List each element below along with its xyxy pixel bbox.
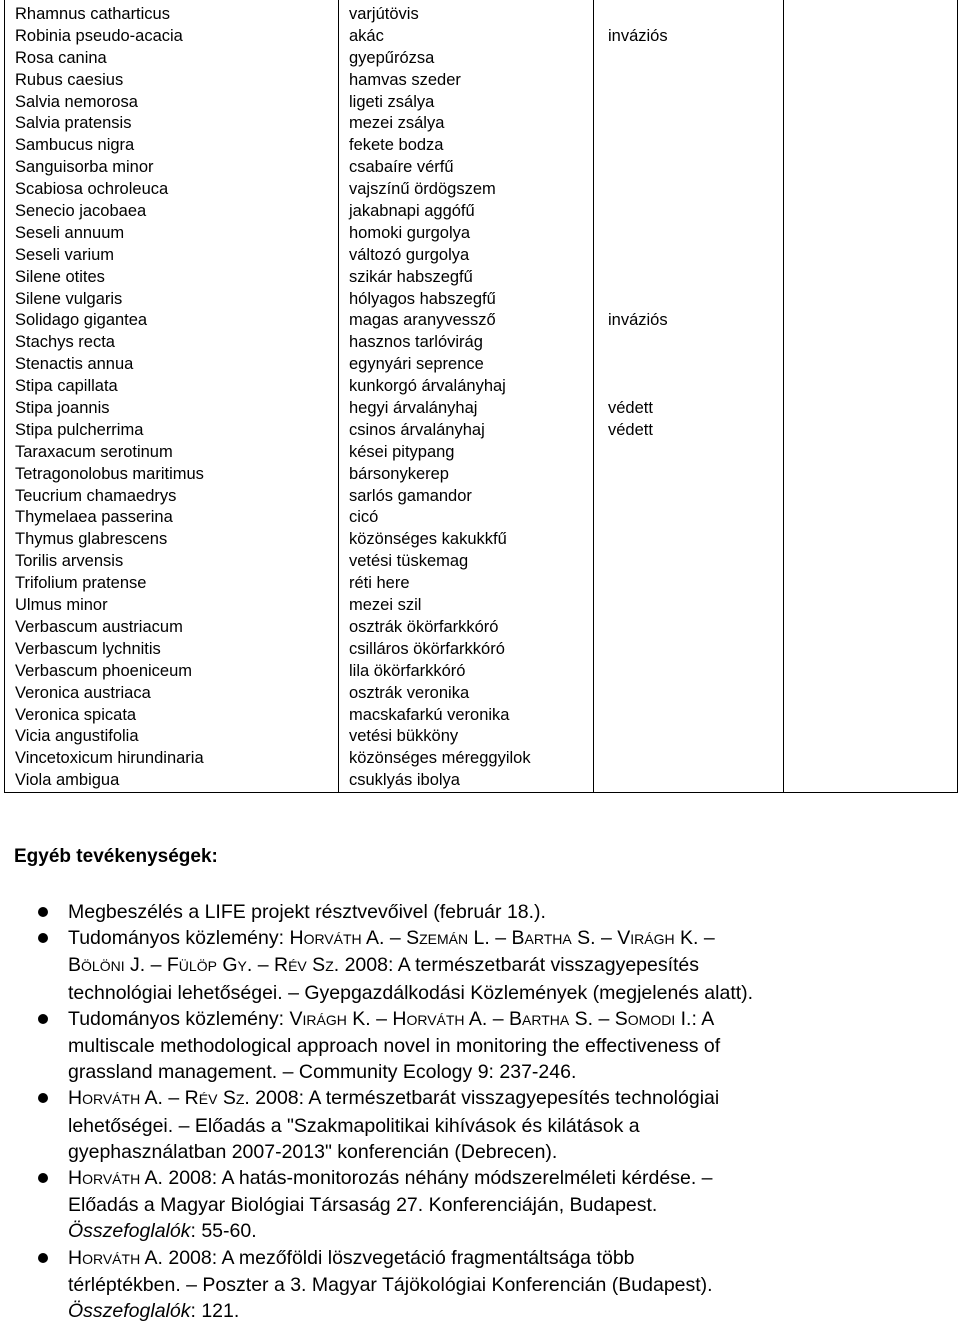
hungarian-name: vajszínű ördögszem	[349, 180, 496, 199]
hungarian-name: lila ökörfarkkóró	[349, 661, 466, 680]
latin-name: Senecio jacobaea	[15, 202, 147, 221]
bullet-icon	[38, 1093, 48, 1103]
latin-name: Scabiosa ochroleuca	[15, 180, 169, 199]
hungarian-name: hasznos tarlóvirág	[349, 333, 483, 352]
latin-name: Silene otites	[15, 267, 105, 286]
latin-name: Ulmus minor	[15, 596, 108, 615]
bullet-icon	[38, 1253, 48, 1263]
hungarian-name: csilláros ökörfarkkóró	[349, 639, 505, 658]
latin-name-list	[15, 4, 204, 792]
hungarian-name: csabaíre vérfű	[349, 158, 454, 177]
hungarian-name: jakabnapi aggófű	[349, 202, 475, 221]
activity-list	[30, 899, 930, 1324]
latin-name: Stachys recta	[15, 333, 115, 352]
hungarian-name: közönséges kakukkfű	[349, 530, 507, 549]
hungarian-name: macskafarkú veronika	[349, 705, 510, 724]
hungarian-name: csinos árvalányhaj	[349, 420, 485, 439]
latin-name: Stenactis annua	[15, 355, 134, 374]
species-table	[4, 0, 958, 793]
hungarian-name: közönséges méreggyilok	[349, 749, 531, 768]
bullet-icon	[38, 1173, 48, 1183]
bullet-icon	[38, 933, 48, 943]
section-heading: Egyéb tevékenységek:	[14, 846, 218, 867]
hungarian-name: mezei zsálya	[349, 114, 445, 133]
latin-name: Thymus glabrescens	[15, 530, 168, 549]
latin-name: Robinia pseudo-acacia	[15, 26, 183, 45]
hungarian-name: hamvas szeder	[349, 70, 461, 89]
status-stipa-joannis: védett	[608, 399, 653, 417]
hungarian-name: homoki gurgolya	[349, 223, 471, 242]
latin-name: Viola ambigua	[15, 771, 120, 790]
hungarian-name: akác	[349, 26, 384, 45]
latin-name: Solidago gigantea	[15, 311, 148, 330]
hungarian-name: változó gurgolya	[349, 245, 470, 264]
latin-name: Sambucus nigra	[15, 136, 135, 155]
latin-name: Sanguisorba minor	[15, 158, 154, 177]
latin-name: Torilis arvensis	[15, 552, 124, 571]
hungarian-name-list	[349, 4, 531, 792]
empty-column	[784, 0, 959, 792]
activity-item	[30, 1165, 930, 1245]
latin-name: Salvia pratensis	[15, 114, 132, 133]
bullet-icon	[38, 1014, 48, 1024]
activity-text: Tudományos közlemény: VIRÁGH K. – HORVÁTH A. – BARTHA S. – SOMODI I.: A multiscale methodological approach novel in monitoring the effectiveness of grassland management. – Community Ecology 9: 237-246.	[68, 1007, 721, 1084]
status-stipa-pulcherrima: védett	[608, 421, 653, 439]
hungarian-name: sarlós gamandor	[349, 486, 472, 505]
hungarian-name: mezei szil	[349, 596, 422, 615]
hungarian-name: hegyi árvalányhaj	[349, 399, 478, 418]
latin-name: Tetragonolobus maritimus	[15, 464, 204, 483]
activity-text: Tudományos közlemény: HORVÁTH A. – SZEMÁN L. – BARTHA S. – VIRÁGH K. – BÖLÖNI J. – FÜLÖP GY. – RÉV SZ. 2008: A természetbarát visszagyepesítés technológiai lehetőségei. – Gyepgazdálkodási Közlemények (megjelenés alatt).	[68, 927, 754, 1004]
latin-name-column	[5, 0, 339, 792]
latin-name: Teucrium chamaedrys	[15, 486, 177, 505]
activity-text: HORVÁTH A. – RÉV SZ. 2008: A természetbarát visszagyepesítés technológiai lehetőségei. – Előadás a "Szakmapolitikai kihívások és kilátások a gyephasználatban 2007-2013" konferencián (Debrecen).	[68, 1087, 720, 1163]
latin-name: Rhamnus catharticus	[15, 5, 170, 23]
latin-name: Veronica austriaca	[15, 683, 151, 702]
latin-name: Seseli annuum	[15, 223, 125, 242]
hungarian-name: vetési tüskemag	[349, 552, 469, 571]
latin-name: Rubus caesius	[15, 70, 124, 89]
activity-item	[30, 1245, 930, 1325]
hungarian-name: csuklyás ibolya	[349, 771, 460, 790]
activity-text: Megbeszélés a LIFE projekt résztvevőivel (február 18.).	[68, 901, 546, 923]
status-column	[594, 0, 784, 792]
status-solidago: inváziós	[608, 311, 668, 329]
latin-name: Thymelaea passerina	[15, 508, 173, 527]
latin-name: Stipa joannis	[15, 399, 110, 418]
latin-name: Salvia nemorosa	[15, 92, 138, 111]
activity-item	[30, 1085, 930, 1165]
bullet-icon	[38, 907, 48, 917]
hungarian-name: gyepűrózsa	[349, 48, 435, 67]
latin-name: Verbascum austriacum	[15, 617, 183, 636]
hungarian-name: egynyári seprence	[349, 355, 484, 374]
hungarian-name: réti here	[349, 574, 410, 593]
hungarian-name: szikár habszegfű	[349, 267, 473, 286]
hungarian-name: osztrák ökörfarkkóró	[349, 617, 499, 636]
hungarian-name: magas aranyvessző	[349, 311, 496, 330]
hungarian-name: varjútövis	[349, 5, 419, 23]
latin-name: Trifolium pratense	[15, 574, 147, 593]
hungarian-name: fekete bodza	[349, 136, 444, 155]
latin-name: Verbascum lychnitis	[15, 639, 161, 658]
latin-name: Stipa pulcherrima	[15, 420, 144, 439]
activity-item	[30, 1006, 930, 1086]
hungarian-name: kései pitypang	[349, 442, 455, 461]
hungarian-name: kunkorgó árvalányhaj	[349, 377, 506, 396]
latin-name: Rosa canina	[15, 48, 107, 67]
latin-name: Vincetoxicum hirundinaria	[15, 749, 204, 768]
hungarian-name: osztrák veronika	[349, 683, 470, 702]
hungarian-name: bársonykerep	[349, 464, 449, 483]
activity-item	[30, 899, 930, 925]
latin-name: Seseli varium	[15, 245, 115, 264]
hungarian-name-column	[339, 0, 594, 792]
latin-name: Silene vulgaris	[15, 289, 123, 308]
hungarian-name: ligeti zsálya	[349, 92, 435, 111]
activity-item	[30, 925, 930, 1006]
activity-text: HORVÁTH A. 2008: A hatás-monitorozás néhány módszerelméleti kérdése. – Előadás a Magyar Biológiai Társaság 27. Konferenciáján, Budapest. Összefoglalók: 55-60.	[68, 1167, 713, 1243]
latin-name: Veronica spicata	[15, 705, 137, 724]
latin-name: Vicia angustifolia	[15, 727, 139, 746]
hungarian-name: vetési bükköny	[349, 727, 459, 746]
activity-text: HORVÁTH A. 2008: A mezőföldi löszvegetáció fragmentáltsága több térléptékben. – Poszter a 3. Magyar Tájökológiai Konferencián (Budapest). Összefoglalók: 121.	[68, 1246, 713, 1323]
latin-name: Stipa capillata	[15, 377, 118, 396]
status-robinia: inváziós	[608, 27, 668, 45]
latin-name: Taraxacum serotinum	[15, 442, 173, 461]
hungarian-name: hólyagos habszegfű	[349, 289, 496, 308]
hungarian-name: cicó	[349, 508, 379, 527]
latin-name: Verbascum phoeniceum	[15, 661, 193, 680]
